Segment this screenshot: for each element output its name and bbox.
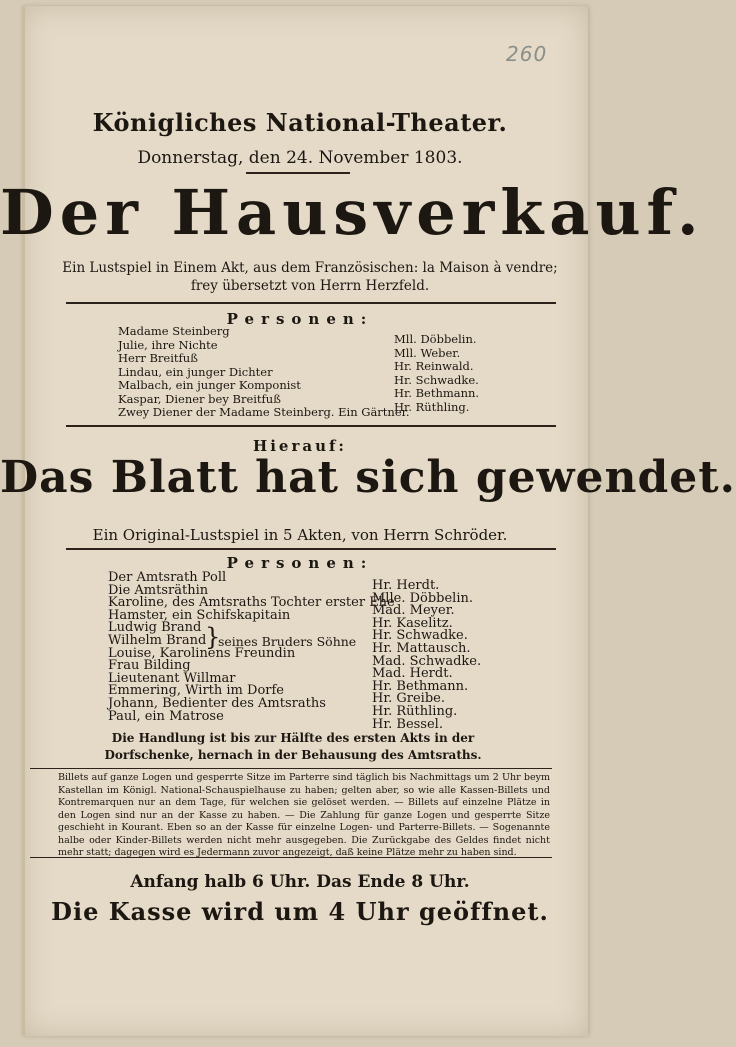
cast-role: Frau Bilding	[108, 658, 191, 674]
start-end-time: Anfang halb 6 Uhr. Das Ende 8 Uhr.	[130, 872, 470, 892]
cast-role: Louise, Karolinens Freundin	[108, 645, 296, 661]
cast-role: Ludwig Brand	[108, 620, 202, 636]
divider	[66, 548, 556, 550]
cast-role: Lindau, ein junger Dichter	[118, 364, 273, 379]
performance-date: Donnerstag, den 24. November 1803.	[137, 148, 463, 168]
cast-role: Johann, Bedienter des Amtsraths	[108, 696, 326, 711]
cast-role: Wilhelm Brand	[108, 633, 207, 648]
cast-actor: Hr. Rüthling.	[372, 704, 458, 719]
cast-role: Paul, ein Matrose	[108, 708, 224, 724]
cast-actor: Hr. Mattausch.	[372, 641, 471, 656]
hierauf-label: Hierauf:	[253, 437, 347, 455]
play1-personen-heading: Personen:	[226, 310, 374, 328]
cast-role: Lieutenant Willmar	[108, 670, 236, 686]
ticket-notice: Billets auf ganze Logen und gesperrte Sitze im Parterre sind täglich bis Nachmittags um 2 Uhr beym Kastellan im Königl. National-Schauspielhause zu haben; gelten aber, so wie alle Kassen-Billets und Kontremarquen nur an dem Tage, für welchen sie gelöset werden. — Billets auf einzelne Plätze in den Logen sind nur an der Kasse zu haben. — Die Zahlung für ganze Logen und gesperrte Sitze geschieht in Kourant. Eben so an der Kasse für einzelne Logen- und Parterre-Billets. — Sogenannte halbe oder Kinder-Billets werden nicht mehr ausgegeben. Die Zurückgabe des Geldes findet nicht mehr statt; dagegen wird es Jedermann zuvor angezeigt, daß keine Plätze mehr zu haben sind.	[58, 772, 550, 858]
brace: }	[205, 623, 221, 651]
cast-actor: Mll. Döbbelin.	[394, 332, 477, 346]
cast-role: Herr Breitfuß	[118, 351, 198, 365]
cast-actor: Hr. Reinwald.	[394, 359, 474, 373]
divider	[30, 857, 552, 858]
cast-actor: Hr. Herdt.	[372, 578, 440, 593]
theater-name: Königliches National-Theater.	[92, 108, 508, 137]
play1-subtitle-line1: Ein Lustspiel in Einem Akt, aus dem Französischen: la Maison à vendre;	[62, 260, 558, 276]
pencil-number: 260	[506, 42, 548, 66]
cast-role: Der Amtsrath Poll	[108, 570, 227, 585]
cast-actor: Hr. Bethmann.	[372, 678, 469, 694]
cast-role: Karoline, des Amtsraths Tochter erster Ehe	[108, 595, 395, 611]
play1-title: Der Hausverkauf.	[0, 176, 705, 249]
cast-role: Malbach, ein junger Komponist	[118, 378, 301, 392]
divider	[66, 425, 556, 427]
play2-title: Das Blatt hat sich gewendet.	[0, 452, 736, 503]
cast-role: Kaspar, Diener bey Breitfuß	[118, 391, 281, 406]
cast-actor: Mad. Herdt.	[372, 666, 453, 682]
cast-role: Zwey Diener der Madame Steinberg. Ein Gärtner.	[118, 405, 410, 419]
cast-actor: Hr. Schwadke.	[394, 372, 479, 387]
setting-note: Die Handlung ist bis zur Hälfte des ersten Akts in der Dorfschenke, hernach in der Behausung des Amtsraths.	[104, 731, 482, 762]
cast-role: Hamster, ein Schifskapitain	[108, 607, 291, 623]
cast-actor: Mad. Schwadke.	[372, 653, 482, 669]
cast-actor: Mad. Meyer.	[372, 603, 455, 619]
cast-role: Emmering, Wirth im Dorfe	[108, 683, 284, 699]
play2-subtitle: Ein Original-Lustspiel in 5 Akten, von Herrn Schröder.	[92, 526, 508, 544]
cast-actor: Mlle. Döbbelin.	[372, 590, 473, 606]
play1-subtitle	[60, 259, 560, 295]
play1-subtitle-line2: frey übersetzt von Herrn Herzfeld.	[190, 278, 430, 294]
divider	[246, 172, 350, 174]
cast-actor: Hr. Greibe.	[372, 691, 445, 707]
cast-actor: Hr. Bethmann.	[394, 386, 480, 400]
play2-personen-heading: Personen:	[226, 554, 374, 572]
cast-actor: Hr. Schwadke.	[372, 628, 468, 644]
cast-actor: Hr. Bessel.	[372, 716, 443, 732]
divider	[30, 768, 552, 769]
brothers-note: seines Bruders Söhne	[218, 634, 357, 649]
cast-role: Madame Steinberg	[118, 324, 230, 338]
cast-role: Julie, ihre Nichte	[118, 337, 218, 352]
box-office-time: Die Kasse wird um 4 Uhr geöffnet.	[51, 897, 549, 926]
cast-actor: Hr. Kaselitz.	[372, 615, 453, 631]
cast-role: Die Amtsräthin	[108, 582, 209, 598]
cast-actor: Mll. Weber.	[394, 345, 461, 360]
divider	[66, 302, 556, 304]
cast-actor: Hr. Rüthling.	[394, 399, 470, 414]
